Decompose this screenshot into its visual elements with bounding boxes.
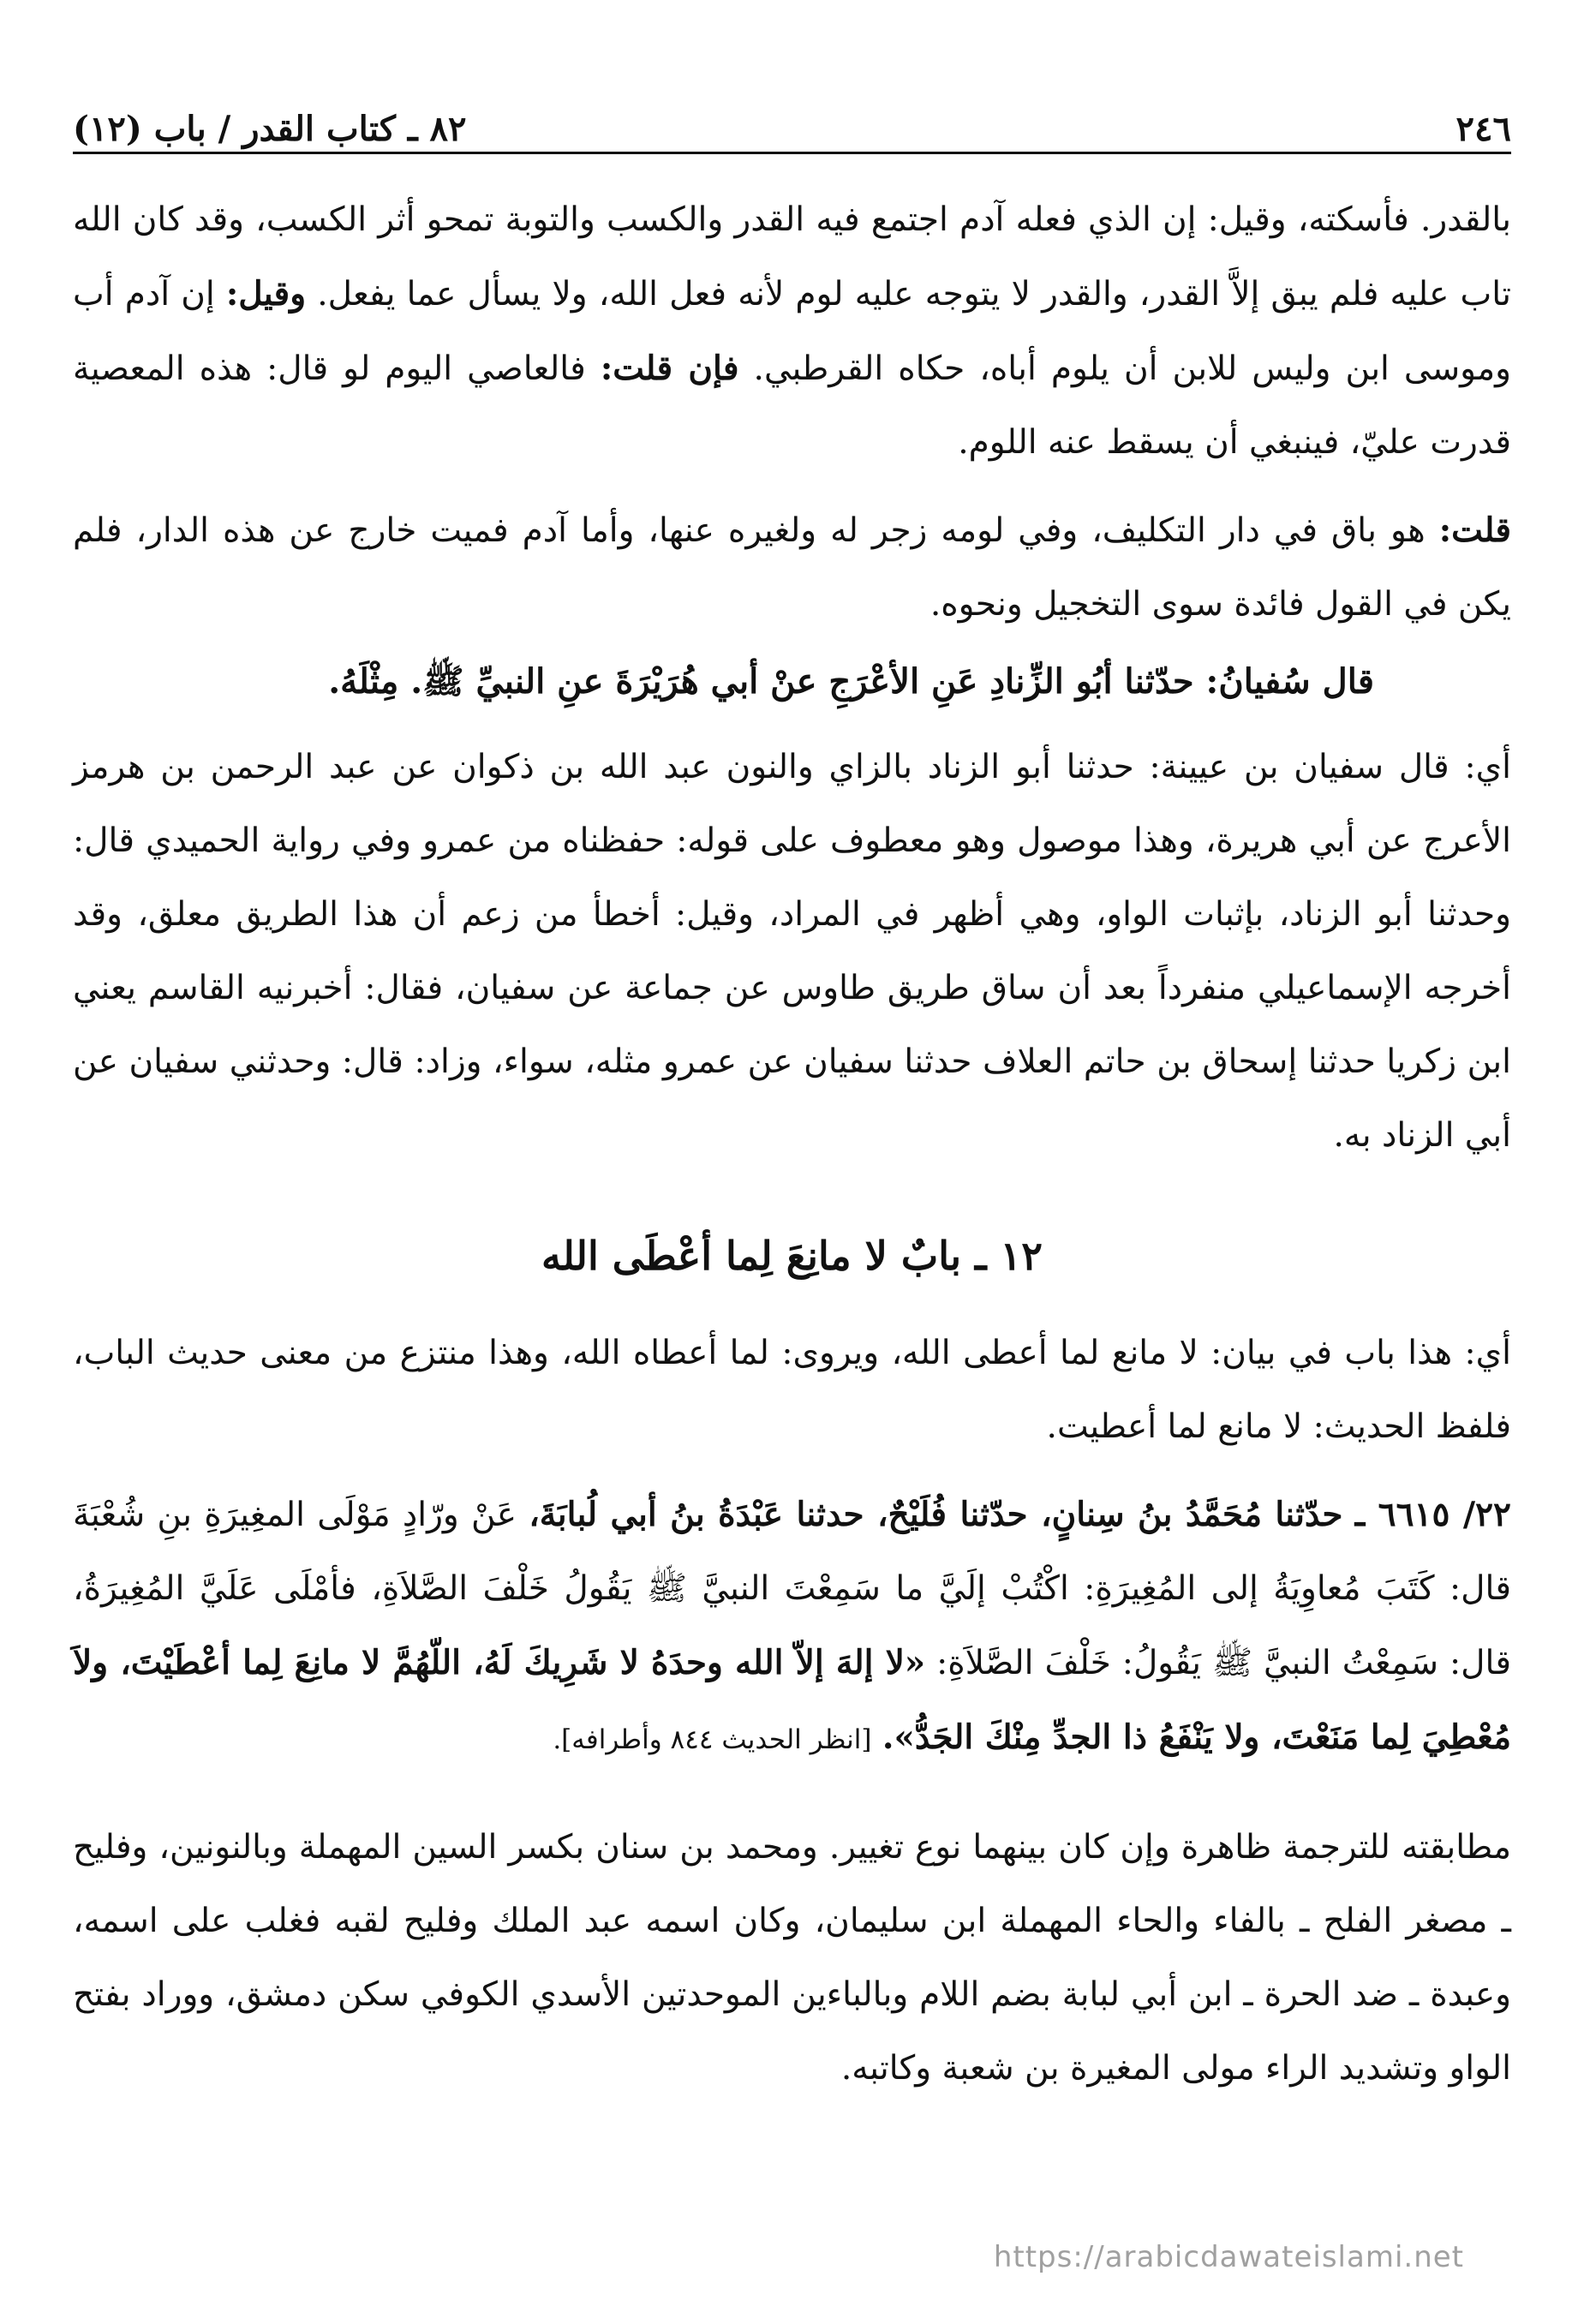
hadith-number: ٢٢/ ٦٦١٥ ـ bbox=[1354, 1495, 1511, 1534]
hadith-isnad: حدّثنا مُحَمَّدُ بنُ سِنانٍ، حدّثنا فُلَيْحٌ، حدثنا عَبْدَةُ بنُ أبي لُبابَةَ، bbox=[529, 1495, 1343, 1534]
hadith-matn: «لا إلهَ إلاّ الله وحدَهُ لا شَرِيكَ لَهُ، اللّهُمَّ لا مانِعَ لِما أعْطَيْتَ، ولاَ مُعْطِيَ لِما مَنَعْتَ، ولا يَنْفَعُ ذا الجدِّ مِنْكَ الجَدُّ». bbox=[73, 1643, 1511, 1757]
page-body bbox=[73, 183, 1511, 2153]
page-header bbox=[73, 93, 1511, 154]
paragraph-4: أي: هذا باب في بيان: لا مانع لما أعطى الله، ويروى: لما أعطاه الله، وهذا منتزع من معنى حديث الباب، فلفظ الحديث: لا مانع لما أعطيت. bbox=[73, 1334, 1511, 1446]
watermark-url: https://arabicdawateislami.net bbox=[993, 2240, 1464, 2274]
page-number: ٢٤٦ bbox=[1455, 109, 1511, 149]
paragraph-5: مطابقته للترجمة ظاهرة وإن كان بينهما نوع تغيير. ومحمد بن سنان بكسر السين المهملة وبالنونين، وفليح ـ مصغر الفلح ـ بالفاء والحاء المهملة ابن سليمان، وكان اسمه عبد الملك وفليح لقبه فغلب على اسمه، وعبدة ـ ضد الحرة ـ ابن أبي لبابة بضم اللام وبالباءين الموحدتين الأسدي الكوفي سكن دمشق، ووراد بفتح الواو وتشديد الراء مولى المغيرة بن شعبة وكاتبه. bbox=[73, 1828, 1511, 2088]
hadith-narration-line: قال سُفيانُ: حدّثنا أبُو الزِّنادِ عَنِ الأعْرَجِ عنْ أبي هُرَيْرَةَ عنِ النبيِّ ﷺ. مِثْلَهُ. bbox=[328, 661, 1374, 702]
chapter-heading: ١٢ ـ بابٌ لا مانِعَ لِما أعْطَى الله bbox=[541, 1233, 1043, 1279]
paragraph-1-text-c: فالعاصي اليوم لو قال: هذه المعصية قدرت عليّ، فينبغي أن يسقط عنه اللوم. bbox=[73, 349, 1511, 462]
paragraph-2 bbox=[73, 493, 1511, 642]
hadith-cross-reference: [انظر الحديث ٨٤٤ وأطرافه]. bbox=[553, 1724, 872, 1755]
paragraph-2-text: هو باق في دار التكليف، وفي لومه زجر له ولغيره عنها، وأما آدم فميت خارج عن هذه الدار، فلم يكن في القول فائدة سوى التخجيل ونحوه. bbox=[73, 511, 1511, 624]
paragraph-1-label-b: وقيل: bbox=[225, 274, 307, 314]
paragraph-1 bbox=[73, 183, 1511, 480]
paragraph-1-text-a: بالقدر. فأسكته، وقيل: إن الذي فعله آدم اجتمع فيه القدر والكسب والتوبة تمحو أثر الكسب، وقد كان الله تاب عليه فلم يبق إلاَّ القدر، والقدر لا يتوجه عليه لوم لأنه فعل الله، ولا يسأل عما يفعل. bbox=[73, 200, 1511, 314]
running-title: ٨٢ ـ كتاب القدر / باب (١٢) bbox=[73, 109, 467, 149]
paragraph-3: أي: قال سفيان بن عيينة: حدثنا أبو الزناد بالزاي والنون عبد الله بن ذكوان عن عبد الرحمن بن هرمز الأعرج عن أبي هريرة، وهذا موصول وهو معطوف على قوله: حفظناه من عمرو وفي رواية الحميدي قال: وحدثنا أبو الزناد، بإثبات الواو، وهي أظهر في المراد، وقيل: أخطأ من زعم أن هذا الطريق معلق، وقد أخرجه الإسماعيلي منفرداً بعد أن ساق طريق طاوس عن جماعة عن سفيان، فقال: أخبرنيه القاسم يعني ابن زكريا حدثنا إسحاق بن حاتم العلاف حدثنا سفيان عن عمرو مثله، سواء، وزاد: قال: وحدثني سفيان عن أبي الزناد به. bbox=[73, 748, 1511, 1155]
paragraph-1-label-c: فإن قلت: bbox=[600, 349, 739, 388]
hadith-paragraph bbox=[73, 1478, 1511, 1777]
hadith-text: عَنْ ورّادٍ مَوْلَى المغِيرَةِ بنِ شُعْبَةَ قال: كَتَبَ مُعاوِيَةُ إلى المُغِيرَةِ: اكْتُبْ إلَيَّ ما سَمِعْتَ النبيَّ ﷺ يَقُولُ خَلْفَ الصَّلاَةِ، فأمْلَى عَلَيَّ المُغِيرَةُ، قال: سَمِعْتُ النبيَّ ﷺ يَقُولُ: خَلْفَ الصَّلاَةِ: bbox=[73, 1496, 1511, 1682]
paragraph-2-label: قلت: bbox=[1438, 511, 1511, 550]
paragraph-1-text-b: إن آدم أب وموسى ابن وليس للابن أن يلوم أباه، حكاه القرطبي. bbox=[73, 275, 1511, 388]
